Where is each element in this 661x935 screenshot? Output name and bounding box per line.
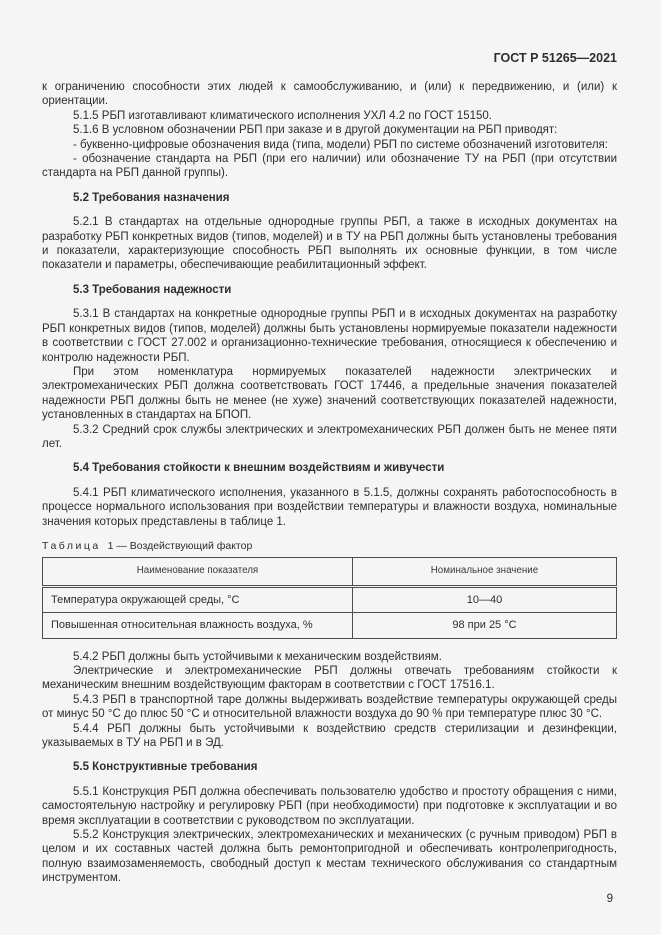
paragraph-5-2-1: 5.2.1 В стандартах на отдельные однородные группы РБП, а также в исходных документах на разработку РБП конкретных видов (типов, моделей) и в ТУ на РБП должны быть установлены требования и показатели, характеризующие способность РБП выполнять их основные функции, в том числе показатели и параметры, обеспечивающие реабилитационный эффект. (42, 216, 617, 272)
paragraph-5-4-1: 5.4.1 РБП климатического исполнения, указанного в 5.1.5, должны сохранять работоспособность в процессе нормального использования при воздействии температуры и влажности воздуха, номинальные значения которых представлены в таблице 1. (42, 486, 617, 528)
section-heading-5-4: 5.4 Требования стойкости к внешним воздействиям и живучести (73, 462, 445, 475)
section-heading-5-5: 5.5 Конструктивные требования (73, 761, 258, 774)
paragraph-5-4-3: 5.4.3 РБП в транспортной таре должны выдерживать воздействие температуры окружающей среды от минус 50 °С до плюс 50 °С и относительной влажности воздуха до 90 % при температуре плюс 30 °С. (42, 693, 617, 721)
document-code-header: ГОСТ Р 51265—2021 (493, 51, 617, 65)
table-caption (42, 539, 617, 553)
paragraph-continuation: к ограничению способности этих людей к самообслуживанию, и (или) к передвижению, и (или) к ориентации. (42, 81, 617, 108)
table-header-indicator: Наименование показателя (43, 558, 353, 586)
document-body (42, 80, 617, 906)
section-heading-5-2: 5.2 Требования назначения (73, 191, 230, 204)
paragraph-5-3-2: 5.3.2 Средний срок службы электрических и электромеханических РБП должен быть не менее пяти лет. (42, 423, 617, 450)
table-cell-value: 98 при 25 °С (352, 613, 616, 638)
paragraph-5-3-1-note: При этом номенклатура нормируемых показателей надежности электрических и электромеханических РБП должна соответствовать ГОСТ 17446, а предельные значения показателей надежности РБП должны быть не менее (не хуже) значений соответствующих показателей надежности, установленных в стандартах на БПОП. (42, 365, 617, 422)
page-number: 9 (606, 892, 613, 905)
paragraph-5-4-4: 5.4.4 РБП должны быть устойчивыми к воздействию средств стерилизации и дезинфекции, указываемых в ТУ на РБП и в ЭД. (42, 722, 617, 750)
paragraph-5-4-2-note: Электрические и электромеханические РБП должны отвечать требованиям стойкости к механическим внешним воздействующим факторам в соответствии с ГОСТ 17516.1. (42, 665, 617, 692)
table-caption-title: 1 — Воздействующий фактор (107, 539, 253, 552)
table-header-row (43, 558, 617, 586)
paragraph-5-1-5: 5.1.5 РБП изготавливают климатического исполнения УХЛ 4.2 по ГОСТ 15150. (73, 109, 492, 122)
table-header-nominal: Номинальное значение (352, 558, 616, 586)
impact-factor-table (42, 557, 617, 638)
section-heading-5-3: 5.3 Требования надежности (73, 283, 232, 296)
paragraph-5-1-6: 5.1.6 В условном обозначении РБП при заказе и в другой документации на РБП приводят: (73, 124, 558, 137)
table-cell-indicator: Повышенная относительная влажность воздуха, % (43, 613, 353, 638)
table-cell-value: 10—40 (352, 586, 616, 612)
table-cell-indicator: Температура окружающей среды, °С (43, 586, 353, 612)
paragraph-5-4-2: 5.4.2 РБП должны быть устойчивыми к механическим воздействиям. (73, 650, 442, 663)
paragraph-5-5-2: 5.5.2 Конструкция электрических, электромеханических и механических (с ручным приводом) РБП в целом и их составных частей должна быть ремонтопригодной и обеспечивать контролепригодность, полную взаимозаменяемость, свободный доступ к местам технического обслуживания со стандартным инструментом. (42, 829, 617, 885)
paragraph-5-3-1: 5.3.1 В стандартах на конкретные однородные группы РБП и в исходных документах на разработку РБП конкретных видов (типов, моделей) должны быть установлены нормируемые показатели надежности в соответствии с ГОСТ 27.002 и организационно-технические требования, относящиеся к обеспечению и контролю надежности РБП. (42, 308, 617, 364)
table-caption-word: Таблица (42, 539, 101, 552)
table-row (43, 586, 617, 612)
table-row (43, 613, 617, 638)
list-item-designation-2: - обозначение стандарта на РБП (при его наличии) или обозначение ТУ на РБП (при отсутствии стандарта на РБП данной группы). (42, 153, 617, 180)
list-item-designation-1: - буквенно-цифровые обозначения вида (типа, модели) РБП по системе обозначений изготовителя: (73, 138, 608, 151)
paragraph-5-5-1: 5.5.1 Конструкция РБП должна обеспечивать пользователю удобство и простоту обращения с ними, самостоятельную настройку и регулировку РБП (при необходимости) при подготовке к эксплуатации и во время эксплуатации в соответствии с руководством по эксплуатации. (42, 785, 617, 827)
